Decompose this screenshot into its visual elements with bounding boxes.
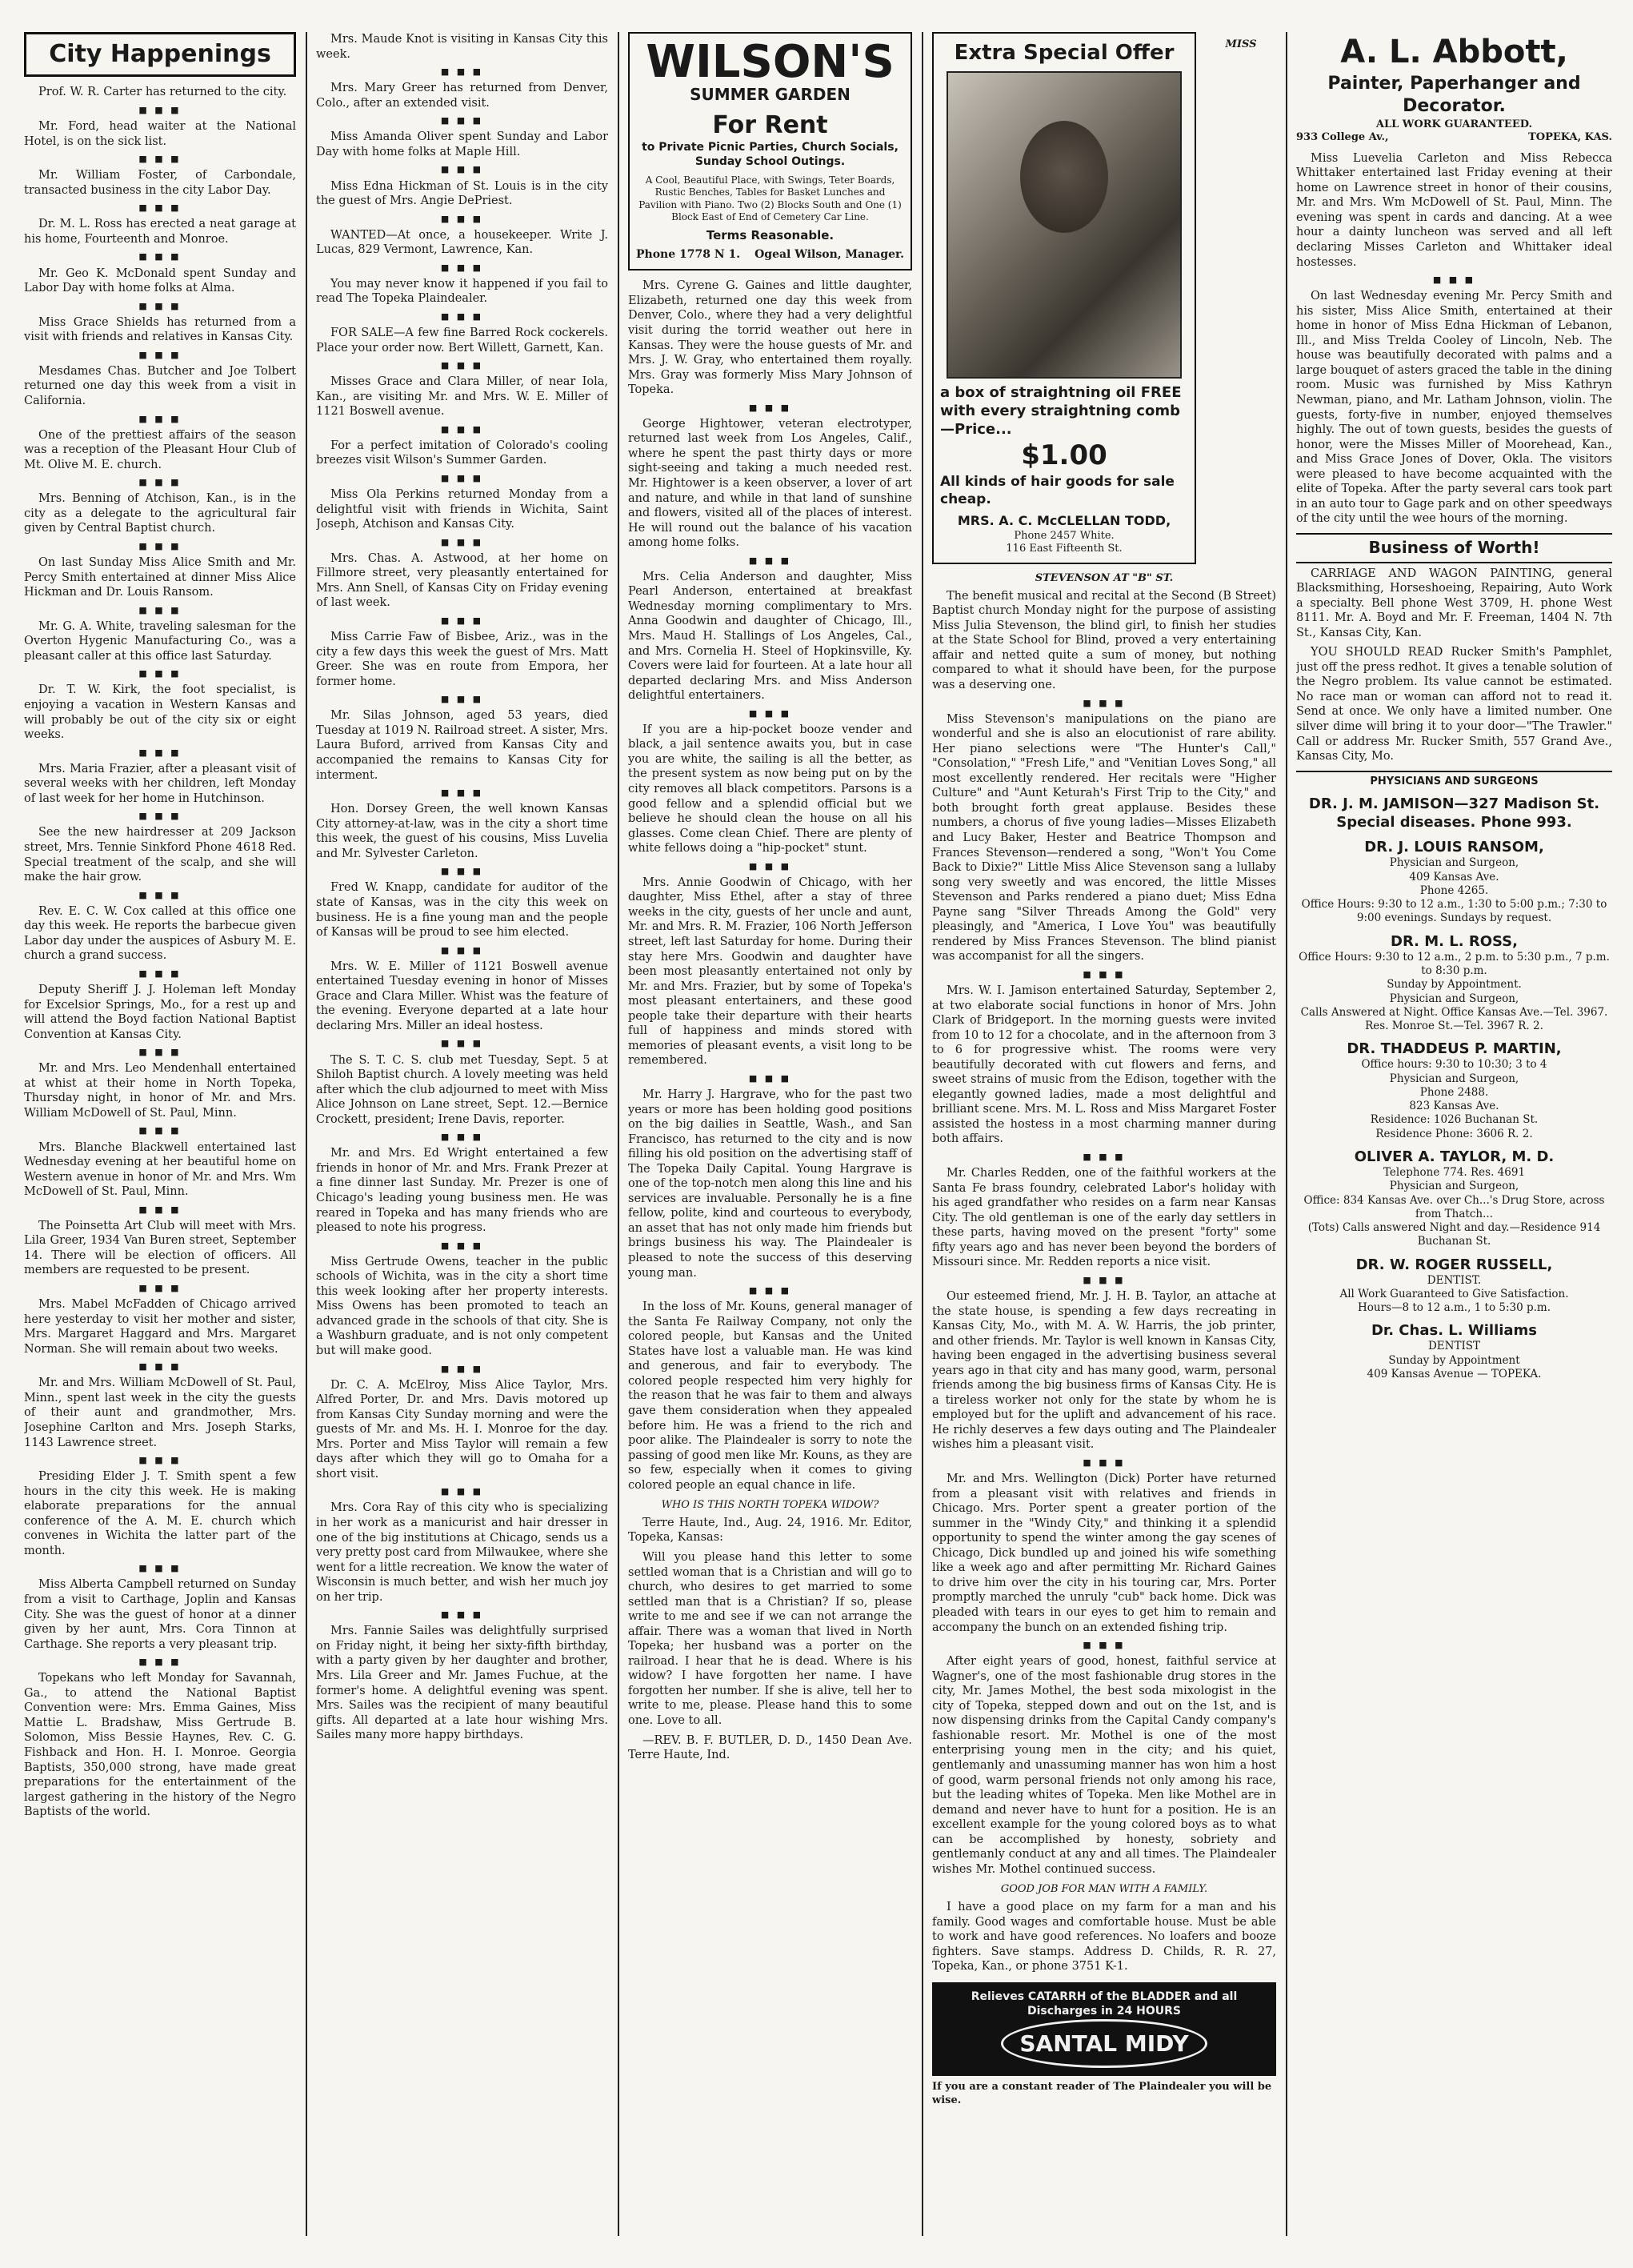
news-item: Mrs. Fannie Sailes was delightfully surprised on Friday night, it being her sixty-fifth birthday, with a party given by her daughter and brother, Mrs. Lila Greer and Mr. James Fuchue, at the former's home. A delightful evening was spent. Mrs. Sailes was the recipient of many beautiful gifts. All departed at a late hour wishing Mrs. Sailes many more happy birthdays.: [316, 1625, 608, 1742]
physician-line: DENTIST: [1427, 1340, 1481, 1353]
item-separator: ■ ■ ■: [440, 1486, 484, 1497]
item-separator: ■ ■ ■: [138, 1125, 182, 1136]
news-item: Mrs. Maria Frazier, after a pleasant visit of several weeks with her children, left Monday of last week for her home in Hutchinson.: [24, 762, 296, 805]
item-separator: ■ ■ ■: [138, 104, 182, 115]
business-heading: Business of Worth!: [1296, 533, 1612, 563]
news-item: In the loss of Mr. Kouns, general manager of the Santa Fe Railway Company, not only the colored people, but Kansas and the United States have lost a valuable man. He was kind and generous, and fair to everybody. The colored people respected him very highly for the reason that he was fair to them and always gave them consideration when they appealed before him. He was a friend to the rich and poor alike. The Plaindealer is sorry to note the passing of good men like Mr. Kouns, as they are so few, especially when it comes to giving colored people an equal chance in life.: [628, 1300, 912, 1492]
column-1: [24, 32, 296, 2236]
physician-line: Hours—8 to 12 a.m., 1 to 5:30 p.m.: [1357, 1301, 1551, 1315]
item-separator: ■ ■ ■: [440, 1609, 484, 1621]
item-separator: ■ ■ ■: [440, 164, 484, 175]
news-item: If you are a hip-pocket booze vender and black, a jail sentence awaits you, but in case you are white, the sailing is all the better, as the present system as now being put on by the city removes all black competitors. Parsons is a good fellow and a splendid official but we believe he should clean the house on all his glasses. Come clean Chief. There are plenty of white fellows doing a "hip-pocket" stunt.: [628, 723, 912, 856]
news-item: Mrs. Cora Ray of this city who is specializing in her work as a manicurist and hair dresser in one of the big institutions at Chicago, sends us a very pretty post card from Milwaukee, where she went for a little recreation. We know the water of Wisconsin is much better, and wish her much joy on her trip.: [316, 1501, 608, 1604]
news-item: The Poinsetta Art Club will meet with Mrs. Lila Greer, 1934 Van Buren street, September 14. There will be election of officers. All members are requested to be present.: [24, 1219, 296, 1277]
news-item: George Hightower, veteran electrotyper, returned last week from Los Angeles, Calif., where he spent the past thirty days or more sight-seeing and taking a much needed rest. Mr. Hightower is a keen observer, a lover of art and nature, and while in that land of sunshine and flowers, visited all of the places of interest. He will round out the balance of his vacation among home folks.: [628, 417, 912, 550]
news-item: Mrs. W. I. Jamison entertained Saturday, September 2, at two elaborate social functions in honor of Mrs. John Clark of Bridgeport. In the morning guests were invited from 10 to 12 for a chocolate, and in the afternoon from 3 to 6 for progressive whist. The rooms were very beautifully decorated with cut flowers and ferns, and sweet strains of music from the Edison, together with the elegantly gowned ladies, made a most delightful and brilliant scene. Mrs. M. L. Ross and Miss Margaret Foster assisted the hostess in a most charming manner during both affairs.: [932, 984, 1276, 1146]
wilson-manager: Ogeal Wilson, Manager.: [754, 248, 904, 262]
physician-line: Sunday by Appointment.: [1387, 978, 1522, 992]
offer-name: MRS. A. C. McCLELLAN TODD,: [957, 513, 1171, 529]
column-3-items: [628, 278, 912, 1493]
news-item: WANTED—At once, a housekeeper. Write J. Lucas, 829 Vermont, Lawrence, Kan.: [316, 228, 608, 257]
news-item: Miss Alberta Campbell returned on Sunday from a visit to Carthage, Joplin and Kansas City. She was the guest of honor at a dinner given by her aunt, Mrs. Cora Tinnon at Carthage. She reports a very pleasant trip.: [24, 1578, 296, 1651]
physician-card: [1296, 838, 1612, 925]
physician-name: DR. M. L. ROSS,: [1391, 932, 1518, 950]
column-2-items: [316, 32, 608, 1743]
news-item: Mr. Silas Johnson, aged 53 years, died Tuesday at 1019 N. Railroad street. A sister, Mrs. Laura Buford, arrived from Kansas City and accompanied the remains to Kansas City for interment.: [316, 709, 608, 782]
job-heading: GOOD JOB FOR MAN WITH A FAMILY.: [1000, 1883, 1208, 1896]
news-item: See the new hairdresser at 209 Jackson street, Mrs. Tennie Sinkford Phone 4618 Red. Special treatment of the scalp, and she will make the hair grow.: [24, 826, 296, 884]
physician-line: Physician and Surgeon,: [1389, 992, 1519, 1005]
news-item: Rev. E. C. W. Cox called at this office one day this week. He reports the barbecue given Labor day under the auspices of Asbury M. E. church a grand success.: [24, 904, 296, 963]
physician-name: OLIVER A. TAYLOR, M. D.: [1354, 1148, 1555, 1165]
physician-name: DR. THADDEUS P. MARTIN,: [1347, 1040, 1562, 1058]
column-rule: [1286, 32, 1287, 2236]
item-separator: ■ ■ ■: [138, 1455, 182, 1466]
column-4: [932, 32, 1276, 2236]
news-item: Miss Gertrude Owens, teacher in the public schools of Wichita, was in the city a short time this week looking after her property interests. Miss Owens has been promoted to teach an advanced grade in the schools of that city. She is a Washburn graduate, and is not only competent but will make good.: [316, 1255, 608, 1357]
item-separator: ■ ■ ■: [748, 555, 792, 566]
letter-heading: WHO IS THIS NORTH TOPEKA WIDOW?: [661, 1499, 879, 1512]
news-item: Miss Amanda Oliver spent Sunday and Labor Day with home folks at Maple Hill.: [316, 130, 608, 158]
item-separator: ■ ■ ■: [440, 694, 484, 705]
physician-line: Sunday by Appointment: [1388, 1353, 1520, 1367]
news-item: Mr. Geo K. McDonald spent Sunday and Labor Day with home folks at Alma.: [24, 266, 296, 295]
item-separator: ■ ■ ■: [138, 1563, 182, 1574]
item-separator: ■ ■ ■: [138, 1204, 182, 1215]
news-item: Dr. T. W. Kirk, the foot specialist, is enjoying a vacation in Western Kansas and will probably be out of the city six or eight weeks.: [24, 683, 296, 742]
physician-line: Physician and Surgeon,: [1389, 856, 1519, 870]
news-item: Mr. G. A. White, traveling salesman for the Overton Hygenic Manufacturing Co., was a pleasant caller at this office last Saturday.: [24, 619, 296, 663]
item-separator: ■ ■ ■: [1083, 968, 1126, 980]
news-item: Terre Haute, Ind., Aug. 24, 1916. Mr. Editor, Topeka, Kansas:: [628, 1516, 912, 1545]
item-separator: ■ ■ ■: [440, 787, 484, 799]
column-4-items: [932, 589, 1276, 1877]
news-item: Mrs. Mary Greer has returned from Denver, Colo., after an extended visit.: [316, 82, 608, 110]
extra-special-offer-ad: [932, 32, 1196, 564]
news-item: Mrs. Mabel McFadden of Chicago arrived here yesterday to visit her mother and sister, Mrs. Margaret Haggard and Mrs. Margaret Norman. She will remain about two weeks.: [24, 1298, 296, 1356]
wilsons-garden-ad: [628, 32, 912, 270]
news-item: Mr. and Mrs. Leo Mendenhall entertained at whist at their home in North Topeka, Thursday night, in honor of Mr. and Mrs. William McDowell of St. Paul, Minn.: [24, 1062, 296, 1120]
news-item: Mrs. Blanche Blackwell entertained last Wednesday evening at her beautiful home on Western avenue in honor of Mr. and Mrs. Wm McDowell of St. Paul, Minn.: [24, 1140, 296, 1199]
physician-name: DR. W. ROGER RUSSELL,: [1355, 1256, 1553, 1273]
abbott-title: Painter, Paperhanger and Decorator.: [1327, 74, 1581, 117]
physicians-heading: PHYSICIANS AND SURGEONS: [1296, 771, 1612, 789]
item-separator: ■ ■ ■: [138, 540, 182, 551]
item-separator: ■ ■ ■: [138, 1657, 182, 1668]
item-separator: ■ ■ ■: [1083, 1274, 1126, 1285]
item-separator: ■ ■ ■: [138, 1361, 182, 1372]
news-item: Miss Carrie Faw of Bisbee, Ariz., was in the city a few days this week the guest of Mrs. Matt Greer. She was en route from Empora, her former home.: [316, 631, 608, 688]
physician-line: Phone 2488.: [1419, 1085, 1489, 1099]
offer-title: Extra Special Offer: [954, 41, 1175, 65]
news-item: Mr. and Mrs. Ed Wright entertained a few friends in honor of Mr. and Mrs. Frank Prezer at a fine dinner last Sunday. Mr. Prezer is one of Chicago's leading young business men. He was reared in Topeka and has many friends who are pleased to note his progress.: [316, 1147, 608, 1235]
news-item: After eight years of good, honest, faithful service at Wagner's, one of the most fashionable drug stores in the city, Mr. James Mothel, the best soda mixologist in the city of Topeka, stepped down and out on the 1st, and is now dispensing drinks from the Capital Candy company's fashionable resort. Mr. Mothel is one of the most enterprising young men in the city; and his quiet, gentlemanly and unassuming manner has won him a host of good, warm personal friends not only among his race, but the leading whites of Topeka. Men like Mothel are in demand and never have to hunt for a position. He is an excellent example for the young colored boys as to what can be accomplished by honesty, sobriety and gentlemanly conduct at any and all times. The Plaindealer wishes Mr. Mothel continued success.: [932, 1655, 1276, 1876]
physician-line: Office hours: 9:30 to 10:30; 3 to 4: [1361, 1058, 1547, 1072]
item-separator: ■ ■ ■: [748, 1285, 792, 1296]
item-separator: ■ ■ ■: [1432, 274, 1476, 286]
item-separator: ■ ■ ■: [138, 968, 182, 979]
wilson-phone: Phone 1778 N 1.: [636, 248, 741, 262]
item-separator: ■ ■ ■: [138, 1282, 182, 1293]
item-separator: ■ ■ ■: [440, 473, 484, 484]
news-item: Miss Stevenson's manipulations on the piano are wonderful and she is also an elocutionist of rare ability. Her piano selections were "The Hunter's Call," "Consolation," "Fresh Life," and "Venitian Loves Song," all most excellently rendered. Her recitals were "Higher Culture" and "Aunt Keturah's First Trip to the City," and both brought forth great applause. Besides these numbers, a chorus of five young ladies—Misses Elizabeth and Lucy Baker, Hester and Beatrice Thompson and Frances Stevenson—rendered a song, "Won't You Come Back to Dixie?" Little Miss Alice Stevenson sang a lullaby song very sweetly and was encored, the little Misses Stevenson and Parks rendered a piano duet; Miss Edna Payne sang "Silver Threads Among the Gold" very pleasingly, and "America, I Love You" was beautifully rendered by Miss Frances Stevenson. The blind pianist was accompanist for all the singers.: [932, 712, 1276, 964]
item-separator: ■ ■ ■: [138, 477, 182, 488]
item-separator: ■ ■ ■: [1083, 697, 1126, 708]
item-separator: ■ ■ ■: [440, 536, 484, 547]
item-separator: ■ ■ ■: [138, 349, 182, 360]
news-item: On last Wednesday evening Mr. Percy Smith and his sister, Miss Alice Smith, entertained at their home in honor of Miss Edna Hickman of Lebanon, Ill., and Miss Trelda Cooley of Lincoln, Neb. The house was beautifully decorated with palms and a large bouquet of asters graced the table in the dining room. Music was furnished by Miss Kathryn Newman, piano, and Mr. Latham Johnson, violin. The guests, forty-five in number, enjoyed themselves highly. The out of town guests, besides the guests of honor, were the Misses Miller of Moorehead, Kan., and Miss Grace Jones of Dover, Okla. The visitors were pleased to have become acquainted with the elite of Topeka. After the party several cars took part in an auto tour to Gage park and on other speedways of the city until the wee hours of the morning.: [1296, 290, 1612, 526]
wilson-sub: to Private Picnic Parties, Church Socials, Sunday School Outings.: [642, 140, 899, 168]
column-rule: [306, 32, 307, 2236]
news-item: Mr. and Mrs. Wellington (Dick) Porter have returned from a pleasant visit with relatives and friends in Chicago. Mrs. Porter spent a greater portion of the summer in the "Windy City," and thinking it a splendid opportunity to spend the winter among the gay scenes of Chicago, Dick bundled up and joined his wife something like a week ago and after permitting Mr. Richard Gaines to drive him over the city in his touring car, Mrs. Porter promptly marched the unruly "cub" back home. Dick was pleaded with tears in our eyes to get him to remain and accompany the bunch on an extended fishing trip.: [932, 1473, 1276, 1634]
item-separator: ■ ■ ■: [1083, 1457, 1126, 1469]
news-item: Topekans who left Monday for Savannah, Ga., to attend the National Baptist Convention were: Mrs. Emma Gaines, Miss Mattie L. Bradshaw, Miss Gertrude B. Solomon, Miss Bessie Haynes, Rev. C. G. Fishback and Hon. H. I. Monroe. Georgia Baptists, 350,000 strong, have made great preparations for the entertainment of the largest gathering in the history of the Negro Baptists of the world.: [24, 1672, 296, 1819]
news-item: Miss Luevelia Carleton and Miss Rebecca Whittaker entertained last Friday evening at their home on Lawrence street in honor of their cousins, Mr. and Mrs. Wm McDowell of St. Paul, Minn. The evening was spent in cards and dancing. At a wee hour a dainty luncheon was served and all left declaring Misses Carleton and Whittaker ideal hostesses.: [1296, 151, 1612, 269]
santal-midy-ad: [932, 1982, 1276, 2077]
wilson-for-rent: For Rent: [712, 110, 828, 139]
news-item: Deputy Sheriff J. J. Holeman left Monday for Excelsior Springs, Mo., for a rest up and will attend the Boyd faction National Baptist Convention at Kansas City.: [24, 983, 296, 1041]
item-separator: ■ ■ ■: [138, 1047, 182, 1058]
city-happenings-heading: City Happenings: [24, 32, 296, 77]
item-separator: ■ ■ ■: [440, 1240, 484, 1251]
news-item: Prof. W. R. Carter has returned to the city.: [38, 86, 287, 99]
physician-line: 409 Kansas Ave.: [1409, 870, 1499, 884]
news-item: Mrs. Benning of Atchison, Kan., is in the city as a delegate to the agricultural fair given by Central Baptist church.: [24, 492, 296, 535]
news-item: Miss Grace Shields has returned from a visit with friends and relatives in Kansas City.: [24, 315, 296, 344]
wilson-terms: Terms Reasonable.: [706, 228, 835, 243]
column-3: [628, 32, 912, 2236]
item-separator: ■ ■ ■: [440, 1132, 484, 1143]
column-5-items: [1296, 151, 1612, 527]
item-separator: ■ ■ ■: [440, 615, 484, 626]
column-2: [316, 32, 608, 2236]
offer-line2: All kinds of hair goods for sale cheap.: [940, 473, 1175, 507]
item-separator: ■ ■ ■: [138, 747, 182, 758]
physician-name: Dr. Chas. L. Williams: [1371, 1322, 1538, 1340]
item-separator: ■ ■ ■: [748, 402, 792, 413]
item-separator: ■ ■ ■: [138, 154, 182, 165]
letter-body: [628, 1516, 912, 1763]
item-separator: ■ ■ ■: [138, 413, 182, 424]
news-item: Dr. C. A. McElroy, Miss Alice Taylor, Mrs. Alfred Porter, Dr. and Mrs. Davis motored up from Kansas City Sunday morning and were the guests of Mr. and Ms. H. I. Monroe for the day. Mrs. Porter and Miss Taylor will remain a few days after which they will go to Omaha for a short visit.: [316, 1378, 608, 1481]
physician-line: Residence: 1026 Buchanan St.: [1370, 1113, 1539, 1127]
news-item: Mr. Harry J. Hargrave, who for the past two years or more has been holding good positions on the big dailies in Seattle, Wash., and San Francisco, has returned to the city and is now filling his old position on the advertising staff of The Topeka Daily Capital. Young Hargrave is one of the top-notch men along this line and his services are invaluable. Personally he is a fine fellow, polite, kind and courteous to everybody, an asset that has not only made him friends but brings business his way. The Plaindealer is pleased to note the success of this deserving young man.: [628, 1088, 912, 1280]
item-separator: ■ ■ ■: [440, 115, 484, 126]
item-separator: ■ ■ ■: [440, 1038, 484, 1049]
item-separator: ■ ■ ■: [440, 1363, 484, 1374]
news-item: FOR SALE—A few fine Barred Rock cockerels. Place your order now. Bert Willett, Garnett, Kan.: [316, 327, 608, 355]
news-item: Our esteemed friend, Mr. J. H. B. Taylor, an attache at the state house, is spending a few days recreating in Kansas City, Mo., with M. A. W. Harris, the job printer, and other friends. Mr. Taylor is well known in Kansas City, having been engaged in the advertising business several years ago in that city and has many good, warm, personal friends among the big business firms of Kansas City. He is a tireless worker not only for the state by whom he is employed but for the uplift and advancement of his race. He richly deserves a few days outing and The Plaindealer wishes him a pleasant visit.: [932, 1290, 1276, 1452]
news-item: Miss Edna Hickman of St. Louis is in the city the guest of Mrs. Angie DePriest.: [316, 179, 608, 208]
physician-line: Telephone 774. Res. 4691: [1383, 1165, 1526, 1179]
news-item: Mr. Ford, head waiter at the National Hotel, is on the sick list.: [24, 120, 296, 148]
news-item: The S. T. C. S. club met Tuesday, Sept. 5 at Shiloh Baptist church. A lovely meeting was held after which the club adjourned to meet with Miss Alice Johnson on Lane street, Sept. 12.—Bernice Crockett, president; Irene Davis, reporter.: [316, 1053, 608, 1126]
column-rule: [922, 32, 923, 2236]
news-item: Mrs. Chas. A. Astwood, at her home on Fillmore street, very pleasantly entertained for Mrs. Ann Snell, of Kansas City on Friday evening of last week.: [316, 551, 608, 610]
santal-note: If you are a constant reader of The Plaindealer you will be wise.: [932, 2081, 1272, 2107]
physician-line: Phone 4265.: [1419, 884, 1489, 897]
physician-line: 823 Kansas Ave.: [1409, 1100, 1499, 1113]
physician-line: DENTIST.: [1427, 1273, 1482, 1287]
physician-line: Calls Answered at Night. Office Kansas Ave.—Tel. 3967. Res. Monroe St.—Tel. 3967 R. 2.: [1300, 1005, 1608, 1033]
physician-line: Physician and Surgeon,: [1389, 1072, 1519, 1085]
news-item: Mrs. Celia Anderson and daughter, Miss Pearl Anderson, entertained at breakfast Wednesday morning complimentary to Mrs. Anna Goodwin and daughter of Chicago, Ill., Mrs. Maud H. Stallings of Los Angeles, Cal., and Mrs. Cornelia H. Steel of Hopkinsville, Ky. Covers were laid for fourteen. At a late hour all departed declaring Mrs. and Miss Anderson delightful entertainers.: [628, 570, 912, 703]
portrait-photo: [947, 71, 1182, 379]
news-item: Presiding Elder J. T. Smith spent a few hours in the city this week. He is making elaborate preparations for the annual conference of the A. M. E. church which convenes in Wichita the latter part of the month.: [24, 1470, 296, 1557]
offer-line1: a box of straightning oil FREE with every straightning comb—Price...: [940, 384, 1182, 439]
physician-card: [1296, 795, 1612, 831]
physician-card: [1296, 932, 1612, 1034]
item-separator: ■ ■ ■: [440, 423, 484, 435]
santal-relieves: Relieves CATARRH of the BLADDER and all Discharges in 24 HOURS: [971, 1990, 1238, 2018]
item-separator: ■ ■ ■: [1083, 1640, 1126, 1651]
physician-card: [1296, 1148, 1612, 1249]
news-item: Dr. M. L. Ross has erected a neat garage at his home, Fourteenth and Monroe.: [24, 218, 296, 246]
physician-line: All Work Guaranteed to Give Satisfaction.: [1339, 1287, 1569, 1300]
news-item: Mrs. W. E. Miller of 1121 Boswell avenue entertained Tuesday evening in honor of Misses Grace and Clara Miller. Whist was the feature of the evening. Everyone departed at a late hour declaring Mrs. Miller an ideal hostess.: [316, 960, 608, 1032]
column-5: [1296, 32, 1612, 2236]
physician-card: [1296, 1256, 1612, 1316]
item-separator: ■ ■ ■: [748, 860, 792, 872]
physician-line: Office: 834 Kansas Ave. over Ch...'s Drug Store, across from Thatch...: [1303, 1193, 1605, 1220]
item-separator: ■ ■ ■: [748, 707, 792, 719]
item-separator: ■ ■ ■: [138, 202, 182, 214]
news-item: —REV. B. F. BUTLER, D. D., 1450 Dean Ave. Terre Haute, Ind.: [628, 1733, 912, 1762]
news-item: Hon. Dorsey Green, the well known Kansas City attorney-at-law, was in the city a short time this week, the guest of his cousins, Miss Luvelia and Mr. Sylvester Carleton.: [316, 803, 608, 860]
item-separator: ■ ■ ■: [138, 300, 182, 311]
item-separator: ■ ■ ■: [138, 811, 182, 822]
news-item: Mrs. Cyrene G. Gaines and little daughter, Elizabeth, returned one day this week from Denver, Colo., where they had a very delightful visit during the torrid weather out here in Kansas. They were the house guests of Mr. and Mrs. J. W. Gray, who entertained them royally. Mrs. Gray was formerly Miss Mary Johnson of Topeka.: [628, 279, 912, 397]
column-rule: [618, 32, 619, 2236]
news-item: Mrs. Annie Goodwin of Chicago, with her daughter, Miss Ethel, after a stay of three weeks in the city, guests of her uncle and aunt, Mr. and Mrs. R. M. Frazier, 106 North Jefferson street, left last Saturday for home. During their stay here Mrs. Goodwin and daughter have been most pleasantly entertained not only by Mr. and Mrs. Frazier, but by some of Topeka's most pleasant entertainers, and these good people take their departure with their hearts full of happiness and minds stored with memories of pleasant events, a visit long to be remembered.: [628, 876, 912, 1068]
item-separator: ■ ■ ■: [748, 1072, 792, 1084]
wilson-summer: SUMMER GARDEN: [690, 85, 851, 104]
item-separator: ■ ■ ■: [440, 311, 484, 322]
physician-card: [1296, 1040, 1612, 1141]
news-item: You may never know it happened if you fail to read The Topeka Plaindealer.: [316, 277, 608, 306]
abbott-ad: [1296, 32, 1612, 145]
news-item: Mesdames Chas. Butcher and Joe Tolbert returned one day this week from a visit in California.: [24, 364, 296, 407]
item-separator: ■ ■ ■: [440, 944, 484, 956]
news-item: Mr. William Foster, of Carbondale, transacted business in the city Labor Day.: [24, 169, 296, 197]
physician-line: Office Hours: 9:30 to 12 a.m., 1:30 to 5:00 p.m.; 7:30 to 9:00 evenings. Sundays by request.: [1301, 898, 1607, 925]
physician-name: DR. J. LOUIS RANSOM,: [1364, 839, 1544, 856]
news-item: Will you please hand this letter to some settled woman that is a Christian and will go to church, who desires to get married to some settled man that is a Christian? If so, please write to me and see if we can not arrange the affair. There was a woman that lived in North Topeka; her husband was a porter on the railroad. I hear that he is dead. Where is his widow? I have forgotten her name. I have forgotten her number. If she is alive, tell her to write to me, please. Please hand this to some one. Love to all.: [628, 1550, 912, 1727]
news-item: Mrs. Maude Knot is visiting in Kansas City this week.: [316, 33, 608, 61]
offer-address: 116 East Fifteenth St.: [1006, 543, 1123, 555]
item-separator: ■ ■ ■: [440, 66, 484, 78]
abbott-city: TOPEKA, KAS.: [1528, 131, 1612, 144]
santal-brand: SANTAL MIDY: [1001, 2019, 1207, 2069]
physician-line: 409 Kansas Avenue — TOPEKA.: [1367, 1367, 1542, 1380]
item-separator: ■ ■ ■: [440, 213, 484, 224]
physician-line: Physician and Surgeon,: [1389, 1180, 1519, 1193]
physician-name: DR. J. M. JAMISON—327 Madison St. Special diseases. Phone 993.: [1308, 795, 1600, 831]
item-separator: ■ ■ ■: [440, 360, 484, 371]
news-item: Miss Ola Perkins returned Monday from a delightful visit with friends in Wichita, Saint Joseph, Atchison and Kansas City.: [316, 488, 608, 531]
news-item: CARRIAGE AND WAGON PAINTING, general Blacksmithing, Horseshoeing, Repairing, Auto Work a specialty. Bell phone West 3709, H. phone West 8111. Mr. A. Boyd and Mr. F. Freeman, 1404 N. 7th St., Kansas City, Kan.: [1296, 567, 1612, 639]
news-item: The benefit musical and recital at the Second (B Street) Baptist church Monday night for the purpose of assisting Miss Julia Stevenson, the blind girl, to finish her studies at the State School for Blind, proved a very entertaining affair and netted quite a sum of money, but nothing compared to what it should have been, for the purpose was a deserving one.: [932, 589, 1276, 691]
item-separator: ■ ■ ■: [1083, 1152, 1126, 1163]
news-item: Fred W. Knapp, candidate for auditor of the state of Kansas, was in the city this week on business. He is a fine young man and the people of Kansas will be proud to see him elected.: [316, 881, 608, 940]
abbott-address: 933 College Av.,: [1296, 131, 1389, 144]
news-item: For a perfect imitation of Colorado's cooling breezes visit Wilson's Summer Garden.: [316, 439, 608, 467]
abbott-note: ALL WORK GUARANTEED.: [1375, 118, 1533, 130]
news-item: Mr. Charles Redden, one of the faithful workers at the Santa Fe brass foundry, celebrated Labor's holiday with his aged grandfather who resides on a farm near Kansas City. The old gentleman is one of the early day settlers in these parts, having moved on the present "forty" some fifty years ago and has never been beyond the borders of Missouri since. Mr. Redden reports a nice visit.: [932, 1167, 1276, 1269]
physician-card: [1296, 1321, 1612, 1381]
item-separator: ■ ■ ■: [138, 251, 182, 262]
physician-line: (Tots) Calls answered Night and day.—Residence 914 Buchanan St.: [1307, 1221, 1601, 1248]
item-separator: ■ ■ ■: [138, 668, 182, 679]
city-happenings-items: [24, 85, 296, 1819]
item-separator: ■ ■ ■: [440, 866, 484, 877]
news-item: Misses Grace and Clara Miller, of near Iola, Kan., are visiting Mr. and Mrs. W. E. Miller of 1121 Boswell avenue.: [316, 375, 608, 419]
item-separator: ■ ■ ■: [138, 604, 182, 615]
item-separator: ■ ■ ■: [440, 262, 484, 273]
business-items: [1296, 567, 1612, 764]
news-item: YOU SHOULD READ Rucker Smith's Pamphlet, just off the press redhot. It gives a tenable solution of the Negro problem. Its value cannot be estimated. No race man or woman can afford not to read it. Send at once. We only have a limited number. One silver dime will bring it to your door—"The Trawler." Call or address Mr. Rucker Smith, 557 Grand Ave., Kansas City, Mo.: [1296, 646, 1612, 763]
stevenson-heading: MISS STEVENSON AT "B" ST.: [1035, 38, 1257, 585]
offer-price: $1.00: [1021, 439, 1107, 472]
news-item: On last Sunday Miss Alice Smith and Mr. Percy Smith entertained at dinner Miss Alice Hickman and Dr. Louis Ransom.: [24, 556, 296, 599]
physician-line: Residence Phone: 3606 R. 2.: [1375, 1127, 1533, 1140]
news-item: One of the prettiest affairs of the season was a reception of the Pleasant Hour Club of Mt. Olive M. E. church.: [24, 428, 296, 471]
news-item: Mr. and Mrs. William McDowell of St. Paul, Minn., spent last week in the city the guests of their aunt and grandmother, Mrs. Josephine Carlton and Mrs. Joseph Starks, 1143 Lawrence street.: [24, 1376, 296, 1449]
item-separator: ■ ■ ■: [138, 889, 182, 900]
wilson-name: WILSON'S: [646, 36, 895, 88]
wilson-desc: A Cool, Beautiful Place, with Swings, Teter Boards, Rustic Benches, Tables for Basket Lunches and Pavilion with Piano. Two (2) Blocks South and One (1) Block East of End of Cemetery Car Line.: [638, 174, 902, 222]
physician-cards: [1296, 795, 1612, 1381]
offer-phone: Phone 2457 White.: [1014, 529, 1115, 542]
abbott-name: A. L. Abbott,: [1340, 34, 1568, 70]
job-text: I have a good place on my farm for a man and his family. Good wages and comfortable house. Must be able to work and have good references. No loafers and booze fighters. Save stamps. Address D. Childs, R. R. 27, Topeka, Kan., or phone 3751 K-1.: [932, 1901, 1276, 1973]
physician-line: Office Hours: 9:30 to 12 a.m., 2 p.m. to 5:30 p.m., 7 p.m. to 8:30 p.m.: [1299, 950, 1610, 977]
